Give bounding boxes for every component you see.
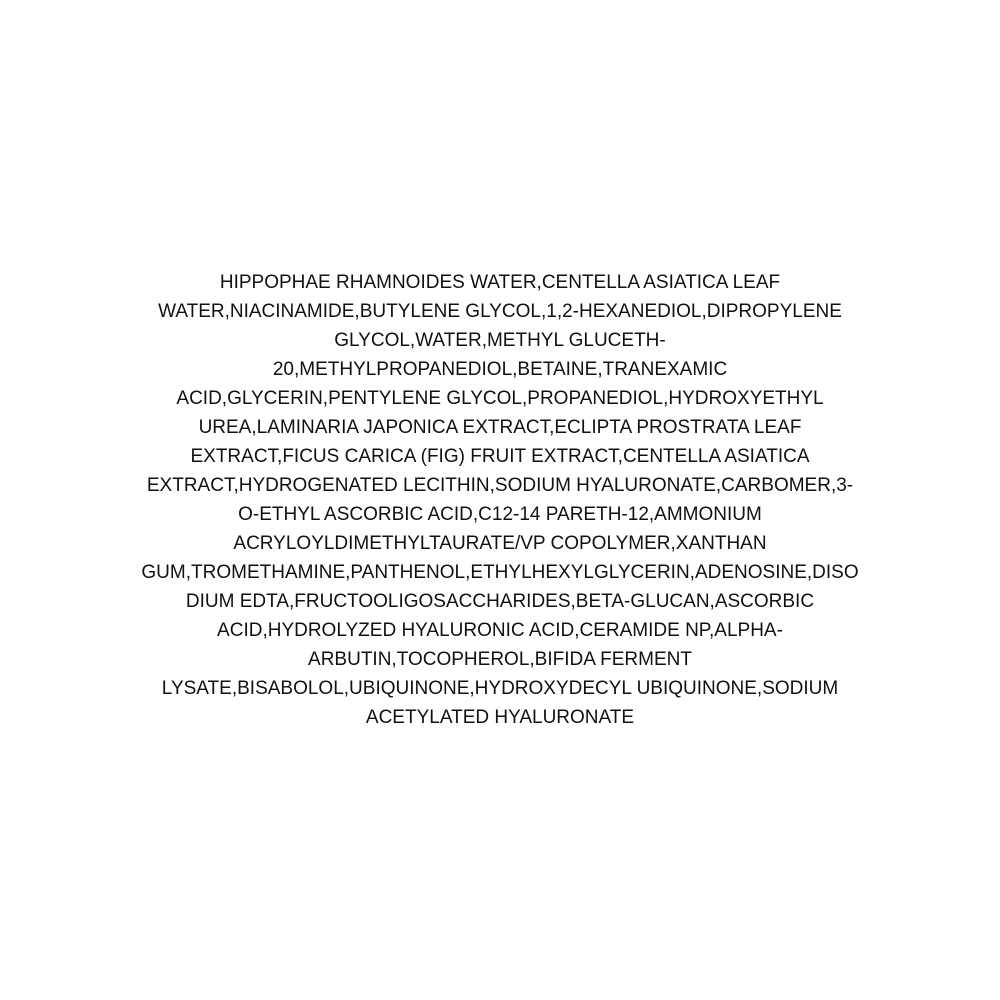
ingredients-line: ACID,HYDROLYZED HYALURONIC ACID,CERAMIDE NP,ALPHA- — [217, 620, 783, 641]
ingredients-line: UREA,LAMINARIA JAPONICA EXTRACT,ECLIPTA PROSTRATA LEAF — [198, 417, 802, 438]
ingredients-line: O-ETHYL ASCORBIC ACID,C12-14 PARETH-12,AMMONIUM — [238, 504, 762, 525]
ingredients-line: ACRYLOYLDIMETHYLTAURATE/VP COPOLYMER,XANTHAN — [233, 533, 767, 554]
ingredients-line: LYSATE,BISABOLOL,UBIQUINONE,HYDROXYDECYL UBIQUINONE,SODIUM — [161, 678, 839, 699]
ingredients-line: ACETYLATED HYALURONATE — [365, 707, 635, 728]
ingredients-line: WATER,NIACINAMIDE,BUTYLENE GLYCOL,1,2-HEXANEDIOL,DIPROPYLENE — [158, 301, 842, 322]
ingredients-line: EXTRACT,FICUS CARICA (FIG) FRUIT EXTRACT,CENTELLA ASIATICA — [190, 446, 810, 467]
ingredients-text-block — [0, 268, 1000, 732]
ingredients-line: ACID,GLYCERIN,PENTYLENE GLYCOL,PROPANEDIOL,HYDROXYETHYL — [176, 388, 824, 409]
ingredients-line: GLYCOL,WATER,METHYL GLUCETH- — [334, 330, 666, 351]
ingredients-line: ARBUTIN,TOCOPHEROL,BIFIDA FERMENT — [308, 649, 692, 670]
ingredients-line: EXTRACT,HYDROGENATED LECITHIN,SODIUM HYALURONATE,CARBOMER,3- — [146, 475, 854, 496]
ingredients-line: 20,METHYLPROPANEDIOL,BETAINE,TRANEXAMIC — [272, 359, 728, 380]
ingredients-line: HIPPOPHAE RHAMNOIDES WATER,CENTELLA ASIATICA LEAF — [219, 272, 781, 293]
ingredients-line: DIUM EDTA,FRUCTOOLIGOSACCHARIDES,BETA-GLUCAN,ASCORBIC — [185, 591, 815, 612]
ingredients-line: GUM,TROMETHAMINE,PANTHENOL,ETHYLHEXYLGLYCERIN,ADENOSINE,DISO — [141, 562, 859, 583]
